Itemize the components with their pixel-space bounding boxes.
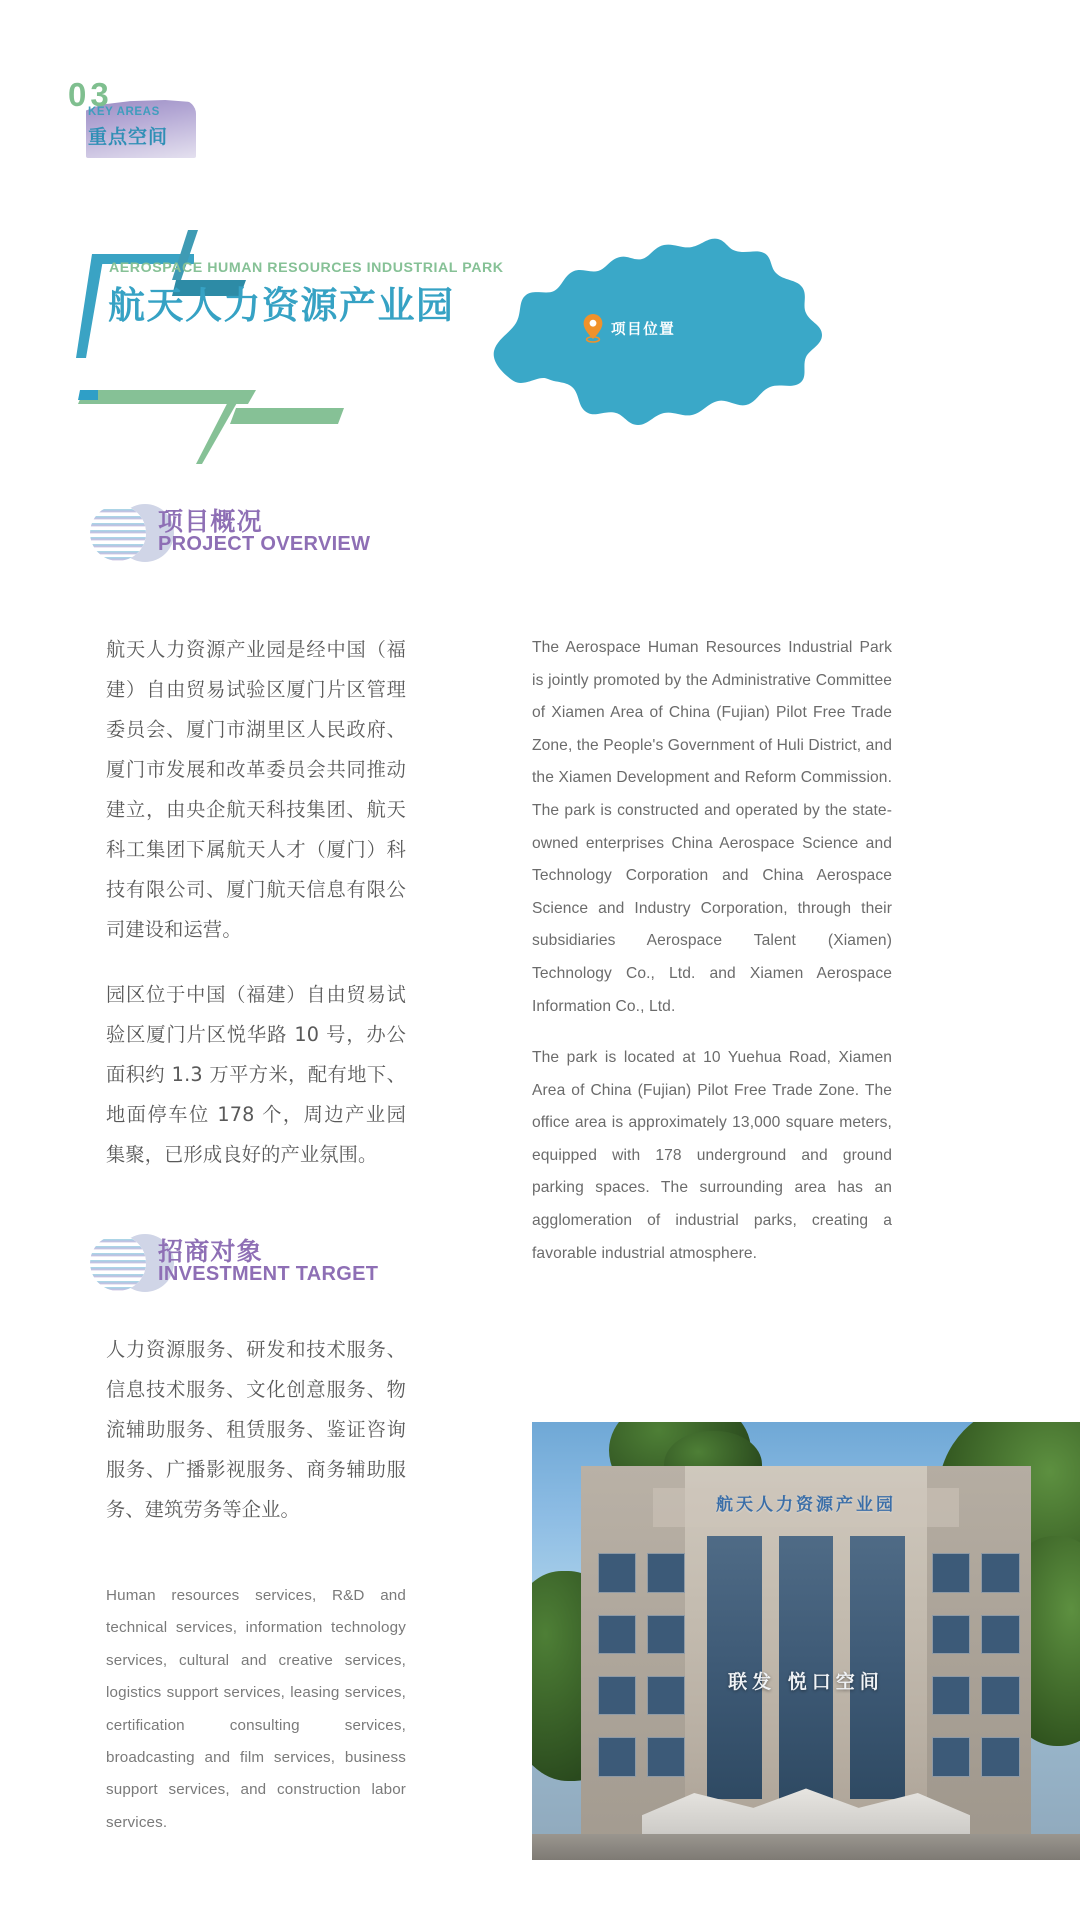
investment-target-chinese-paragraph: 人力资源服务、研发和技术服务、信息技术服务、文化创意服务、物流辅助服务、租赁服务、鉴证咨询服务、广播影视服务、商务辅助服务、建筑劳务等企业。 <box>106 1338 406 1521</box>
photo-window <box>981 1676 1019 1715</box>
photo-ground <box>532 1834 1080 1860</box>
section-number-badge <box>68 78 268 158</box>
photo-window <box>598 1553 636 1592</box>
section-label-chinese: 重点空间 <box>88 127 169 148</box>
photo-window <box>981 1615 1019 1654</box>
decorative-lower-bars-icon <box>76 378 376 468</box>
striped-sphere-icon <box>88 1230 154 1296</box>
photo-window <box>981 1737 1019 1776</box>
location-map <box>470 225 830 455</box>
investment-target-english-paragraph: Human resources services, R&D and technical services, information technology services, cultural and creative services, logistics support services, leasing services, certification consulting services, broadcasting and film services, business support services, and construction labor services. <box>106 1587 406 1831</box>
overview-chinese-paragraph-1: 航天人力资源产业园是经中国（福建）自由贸易试验区厦门片区管理委员会、厦门市湖里区人民政府、厦门市发展和改革委员会共同推动建立，由央企航天科技集团、航天科工集团下属航天人才（厦门）科技有限公司、厦门航天信息有限公司建设和运营。 <box>106 638 406 941</box>
photo-building-sign-top: 航天人力资源产业园 <box>715 1494 896 1515</box>
title-chinese: 航天人力资源产业园 <box>108 285 455 326</box>
overview-english-paragraph-2: The park is located at 10 Yuehua Road, Xiamen Area of China (Fujian) Pilot Free Trade Zone. The office area is approximately 13,000 square meters, equipped with 178 underground and ground parking spaces. The surrounding area has an agglomeration of industrial parks, creating a favorable industrial atmosphere. <box>532 1049 892 1262</box>
location-pin-icon <box>582 313 604 343</box>
building-photo <box>532 1422 1080 1860</box>
section-title-english: INVESTMENT TARGET <box>158 1263 379 1285</box>
sphere-stripes <box>90 505 146 561</box>
sphere-stripes <box>90 1235 146 1291</box>
photo-window <box>647 1553 685 1592</box>
photo-window <box>932 1553 970 1592</box>
photo-window <box>647 1615 685 1654</box>
title-english: AEROSPACE HUMAN RESOURCES INDUSTRIAL PARK <box>109 260 504 276</box>
photo-window <box>598 1737 636 1776</box>
section-number: 03 <box>68 76 113 113</box>
photo-window <box>647 1737 685 1776</box>
photo-window <box>981 1553 1019 1592</box>
photo-window <box>932 1615 970 1654</box>
section-title-chinese: 招商对象 <box>158 1238 263 1266</box>
section-header-investment-target <box>88 1230 488 1302</box>
section-header-project-overview <box>88 500 488 572</box>
striped-sphere-icon <box>88 500 154 566</box>
page-title-block <box>76 218 504 378</box>
photo-window <box>598 1615 636 1654</box>
overview-chinese-paragraph-2: 园区位于中国（福建）自由贸易试验区厦门片区悦华路 10 号，办公面积约 1.3 万平方米，配有地下、地面停车位 178 个，周边产业园集聚，已形成良好的产业氛围。 <box>106 983 406 1166</box>
section-title-chinese: 项目概况 <box>158 508 263 536</box>
photo-window <box>932 1737 970 1776</box>
section-title-english: PROJECT OVERVIEW <box>158 533 371 555</box>
map-pin-label-text: 项目位置 <box>611 321 676 338</box>
photo-building-sign-lower: 联发 悦口空间 <box>728 1671 884 1694</box>
overview-english-paragraph-1: The Aerospace Human Resources Industrial Park is jointly promoted by the Administrative Committee of Xiamen Area of China (Fujian) Pilot Free Trade Zone, the People's Government of Huli District, and the Xiamen Development and Reform Commission. The park is constructed and operated by the state-owned enterprises China Aerospace Science and Technology Corporation and China Aerospace Science and Industry Corporation, through their subsidiaries Aerospace Talent (Xiamen) Technology Co., Ltd. and Xiamen Aerospace Information Co., Ltd. <box>532 639 892 1015</box>
map-pin-group <box>582 313 675 343</box>
section-label-english: KEY AREAS <box>88 106 160 118</box>
